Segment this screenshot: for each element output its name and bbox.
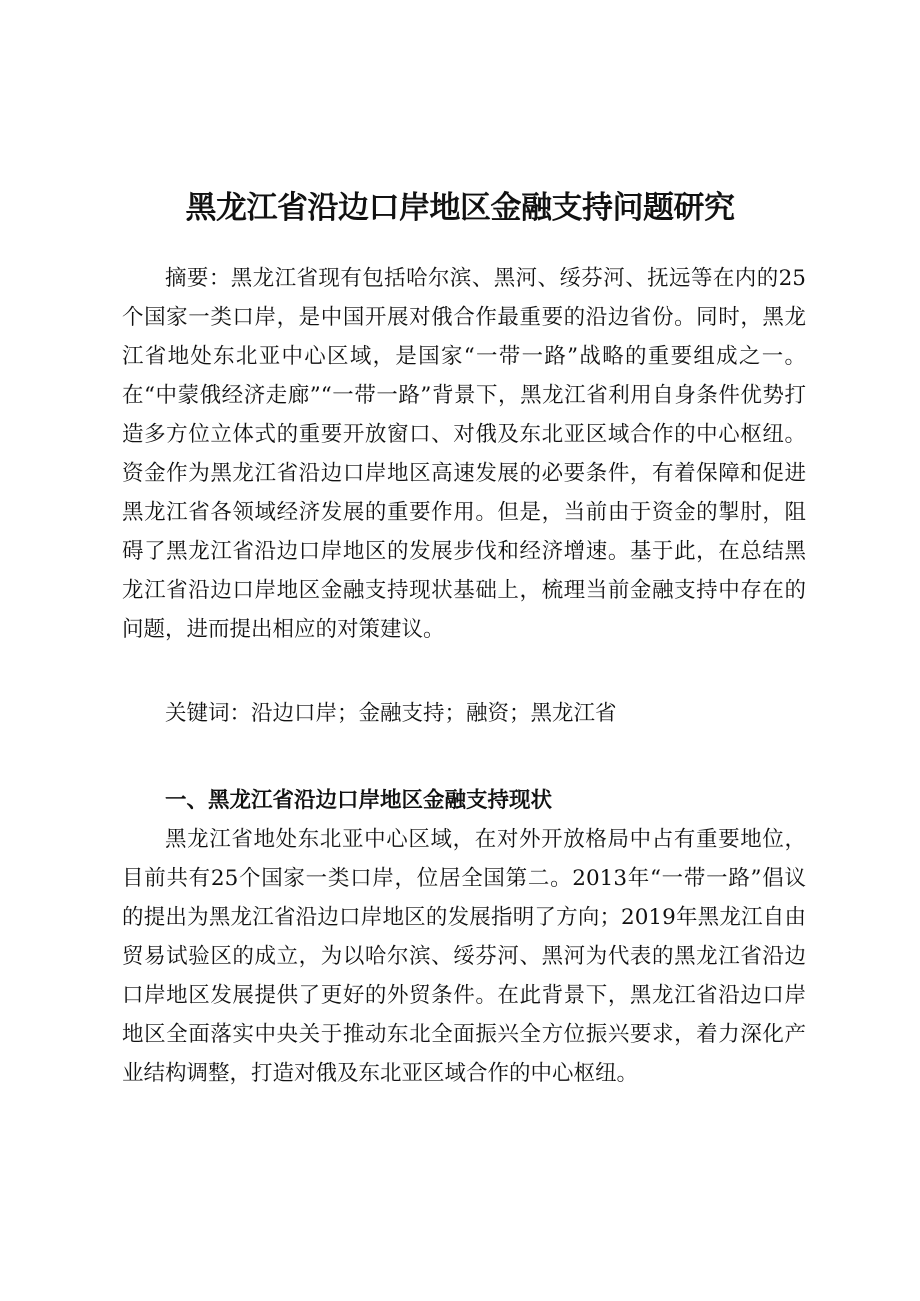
section-heading: 一、黑龙江省沿边口岸地区金融支持现状 — [165, 788, 553, 813]
abstract-paragraph: 摘要：黑龙江省现有包括哈尔滨、黑河、绥芬河、抚远等在内的25个国家一类口岸，是中国开展对俄合作最重要的沿边省份。同时，黑龙江省地处东北亚中心区域，是国家“一带一路”战略的重要组成之一。在“中蒙俄经济走廊”“一带一路”背景下，黑龙江省利用自身条件优势打造多方位立体式的重要开放窗口、对俄及东北亚区域合作的中心枢纽。资金作为黑龙江省沿边口岸地区高速发展的必要条件，有着保障和促进黑龙江省各领域经济发展的重要作用。但是，当前由于资金的掣肘，阻碍了黑龙江省沿边口岸地区的发展步伐和经济增速。基于此，在总结黑龙江省沿边口岸地区金融支持现状基础上，梳理当前金融支持中存在的问题，进而提出相应的对策建议。 — [122, 266, 806, 642]
keywords-line: 关键词：沿边口岸；金融支持；融资；黑龙江省 — [165, 701, 617, 726]
document-title: 黑龙江省沿边口岸地区金融支持问题研究 — [185, 189, 735, 226]
section-body-paragraph: 黑龙江省地处东北亚中心区域，在对外开放格局中占有重要地位，目前共有25个国家一类口岸，位居全国第二。2013年“一带一路”倡议的提出为黑龙江省沿边口岸地区的发展指明了方向；2019年黑龙江自由贸易试验区的成立，为以哈尔滨、绥芬河、黑河为代表的黑龙江省沿边口岸地区发展提供了更好的外贸条件。在此背景下，黑龙江省沿边口岸地区全面落实中央关于推动东北全面振兴全方位振兴要求，着力深化产业结构调整，打造对俄及东北亚区域合作的中心枢纽。 — [122, 827, 806, 1086]
